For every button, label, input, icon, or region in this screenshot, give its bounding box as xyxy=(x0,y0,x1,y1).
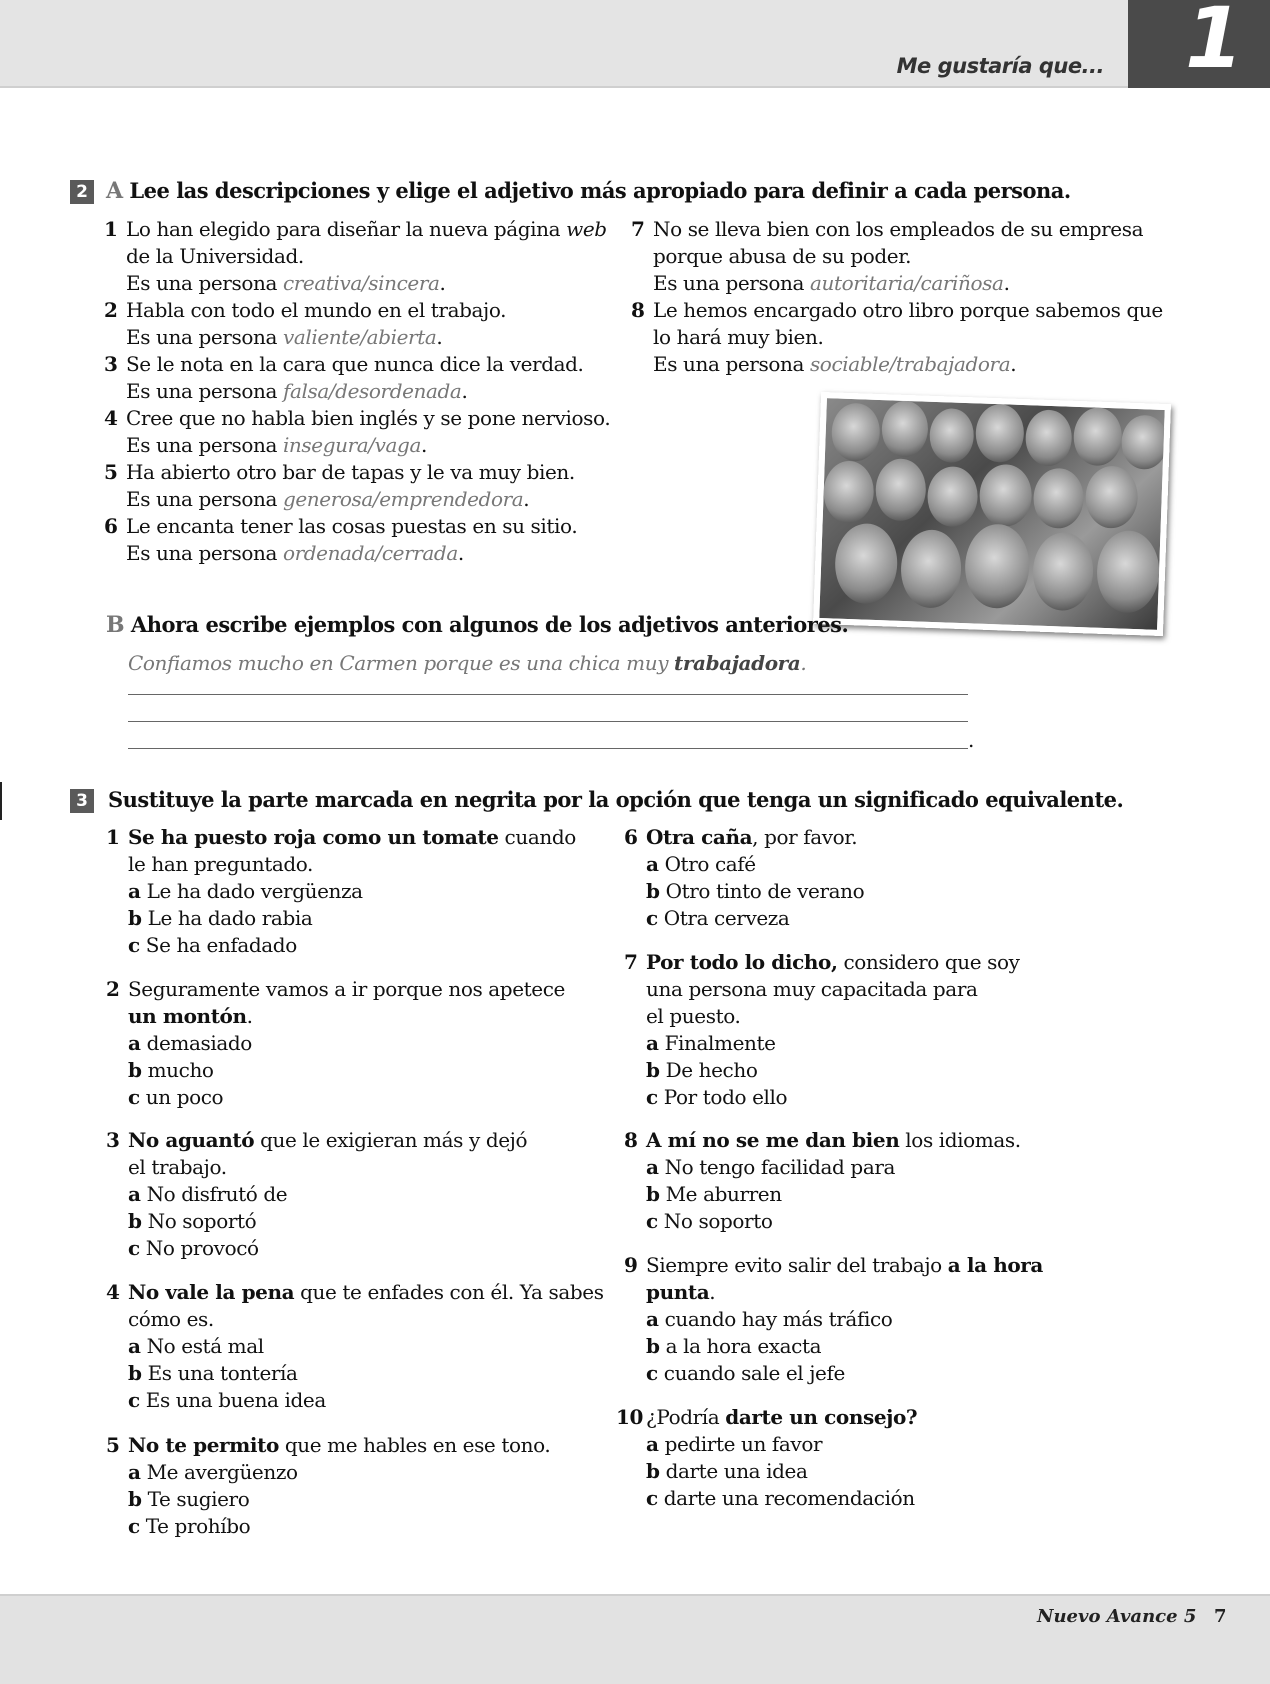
ex3-question-1: 1 Se ha puesto roja como un tomate cuando le han preguntado. a Le ha dado vergüenza b Le ha dado rabia c Se ha enfadado xyxy=(106,825,576,957)
part-letter-a: A xyxy=(106,178,123,204)
answer-option: falsa/desordenada xyxy=(282,379,462,403)
exercise-2a-heading: A Lee las descripciones y elige el adjetivo más apropiado para definir a cada persona. xyxy=(106,178,1071,204)
unit-title: Me gustaría que... xyxy=(896,54,1104,78)
exercise-number-3: 3 xyxy=(70,789,94,813)
answer-option: insegura/vaga xyxy=(282,433,421,457)
example-sentence: Confiamos mucho en Carmen porque es una chica muy trabajadora. xyxy=(128,651,807,675)
answer-option: sociable/trabajadora xyxy=(809,352,1011,376)
ex3-question-6: 6 Otra caña, por favor. a Otro café b Otro tinto de verano c Otra cerveza xyxy=(624,825,865,930)
exercise-number-2: 2 xyxy=(70,180,94,204)
ex3-question-4: 4 No vale la pena que te enfades con él. Ya sabes cómo es. a No está mal b Es una tontería c Es una buena idea xyxy=(106,1280,604,1412)
ex2-item-3: 3 Se le nota en la cara que nunca dice la verdad. Es una persona falsa/desordenada. xyxy=(104,352,584,403)
part-letter-b: B xyxy=(106,612,125,638)
crowd-photo xyxy=(813,392,1171,636)
ex2-item-7: 7 No se lleva bien con los empleados de su empresa porque abusa de su poder. Es una persona autoritaria/cariñosa. xyxy=(631,217,1144,295)
ex3-question-2: 2 Seguramente vamos a ir porque nos apetece un montón. a demasiado b mucho c un poco xyxy=(106,977,565,1109)
book-title: Nuevo Avance 5 xyxy=(1037,1606,1197,1627)
ex2-item-5: 5 Ha abierto otro bar de tapas y le va muy bien. Es una persona generosa/emprendedora. xyxy=(104,460,575,511)
writing-line[interactable] xyxy=(128,748,968,749)
exercise-2b-heading: B Ahora escribe ejemplos con algunos de los adjetivos anteriores. xyxy=(106,612,849,638)
ex2-item-1: 1 Lo han elegido para diseñar la nueva página web de la Universidad. Es una persona creativa/sincera. xyxy=(104,217,607,295)
answer-option: valiente/abierta xyxy=(282,325,437,349)
writing-line-period: . xyxy=(968,728,975,752)
page-number: 7 xyxy=(1214,1606,1227,1627)
ex2-item-2: 2 Habla con todo el mundo en el trabajo. Es una persona valiente/abierta. xyxy=(104,298,507,349)
ex3-question-9: 9 Siempre evito salir del trabajo a la hora punta. a cuando hay más tráfico b a la hora exacta c cuando sale el jefe xyxy=(624,1253,1043,1385)
ex2-item-6: 6 Le encanta tener las cosas puestas en su sitio. Es una persona ordenada/cerrada. xyxy=(104,514,578,565)
header-band xyxy=(0,0,1128,88)
answer-option: ordenada/cerrada xyxy=(282,541,458,565)
margin-mark xyxy=(0,782,2,820)
ex3-question-8: 8 A mí no se me dan bien los idiomas. a No tengo facilidad para b Me aburren c No soporto xyxy=(624,1128,1021,1233)
unit-number: 1 xyxy=(1185,0,1244,87)
writing-line[interactable] xyxy=(128,694,968,695)
ex3-question-5: 5 No te permito que me hables en ese tono. a Me avergüenzo b Te sugiero c Te prohíbo xyxy=(106,1433,551,1538)
ex3-question-3: 3 No aguantó que le exigieran más y dejó el trabajo. a No disfrutó de b No soportó c No provocó xyxy=(106,1128,528,1260)
answer-option: creativa/sincera xyxy=(282,271,440,295)
answer-option: autoritaria/cariñosa xyxy=(809,271,1004,295)
ex2-item-8: 8 Le hemos encargado otro libro porque sabemos que lo hará muy bien. Es una persona sociable/trabajadora. xyxy=(631,298,1163,376)
ex2-item-4: 4 Cree que no habla bien inglés y se pone nervioso. Es una persona insegura/vaga. xyxy=(104,406,611,457)
answer-option: generosa/emprendedora xyxy=(282,487,524,511)
writing-line[interactable] xyxy=(128,721,968,722)
exercise-3-heading: Sustituye la parte marcada en negrita por la opción que tenga un significado equivalente. xyxy=(108,787,1124,812)
ex3-question-7: 7 Por todo lo dicho, considero que soy una persona muy capacitada para el puesto. a Finalmente b De hecho c Por todo ello xyxy=(624,950,1020,1109)
ex3-question-10: 10 ¿Podría darte un consejo? a pedirte un favor b darte una idea c darte una recomendación xyxy=(616,1405,918,1510)
